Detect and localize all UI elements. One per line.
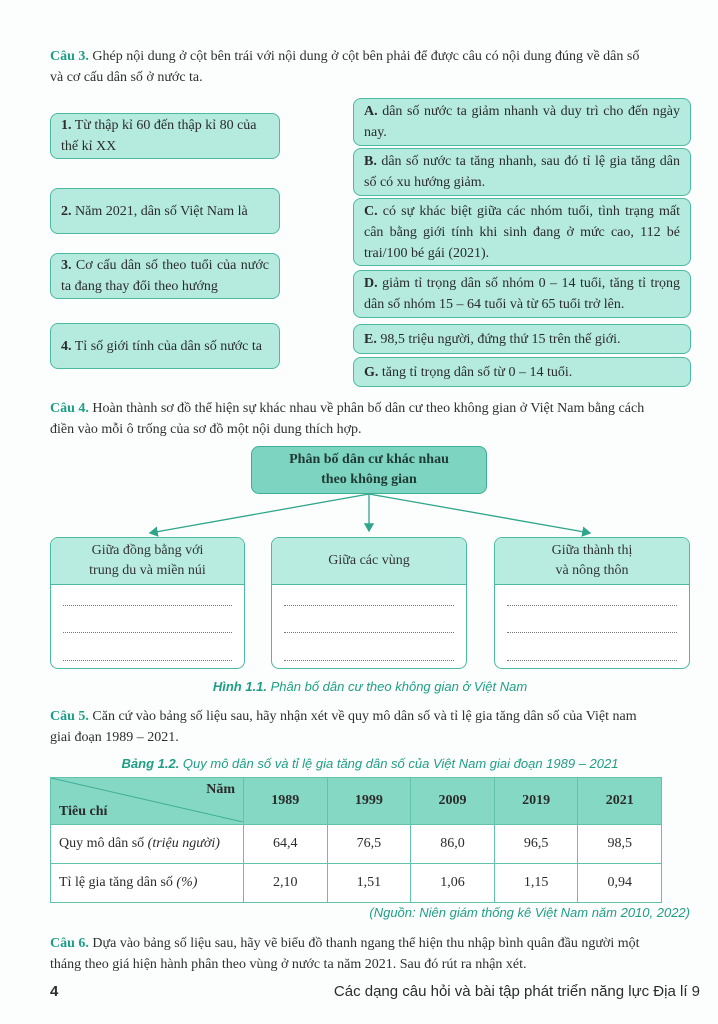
q5-text-line2: giai đoạn 1989 – 2021. bbox=[50, 730, 179, 745]
criterion-unit: (%) bbox=[176, 875, 198, 890]
page-number: 4 bbox=[50, 983, 59, 1000]
q5-prompt bbox=[50, 706, 690, 748]
q3-text-line2: và cơ cấu dân số ở nước ta. bbox=[50, 70, 203, 85]
table-source: (Nguồn: Niên giám thống kê Việt Nam năm 2010, 2022) bbox=[369, 905, 690, 920]
branch-header bbox=[51, 538, 244, 585]
blank-line[interactable] bbox=[63, 632, 232, 633]
figure-caption-label: Hình 1.1. bbox=[212, 679, 268, 694]
item-text: Cơ cấu dân số theo tuổi của nước ta đang thay đổi theo hướng bbox=[61, 258, 269, 294]
item-key: 3. bbox=[61, 258, 72, 273]
blank-line[interactable] bbox=[63, 605, 232, 606]
criterion-cell bbox=[51, 825, 244, 864]
item-text: có sự khác biệt giữa các nhóm tuổi, tình trạng mất cân bằng giới tính khi sinh đang ở mức cao, 112 bé trai/100 bé gái (2021). bbox=[364, 203, 680, 261]
item-key: E. bbox=[364, 331, 377, 347]
branch-header bbox=[495, 538, 689, 585]
q4-text-line2: điền vào mỗi ô trống của sơ đồ một nội dung thích hợp. bbox=[50, 422, 362, 437]
year-header: 2019 bbox=[494, 778, 578, 825]
item-text: tăng tỉ trọng dân số từ 0 – 14 tuổi. bbox=[378, 364, 573, 380]
blank-line[interactable] bbox=[507, 605, 677, 606]
table-row bbox=[51, 864, 662, 903]
arrow-left bbox=[150, 494, 369, 533]
criterion-unit: (triệu người) bbox=[147, 836, 220, 851]
table-header-row bbox=[51, 778, 662, 825]
branch-header bbox=[272, 538, 466, 585]
year-header: 1999 bbox=[327, 778, 411, 825]
blank-line[interactable] bbox=[284, 605, 454, 606]
blank-line[interactable] bbox=[507, 660, 677, 661]
value-cell: 1,51 bbox=[327, 864, 411, 903]
corner-bottom-label: Tiêu chí bbox=[59, 804, 108, 819]
item-text: dân số nước ta giảm nhanh và duy trì cho đến ngày nay. bbox=[364, 104, 680, 140]
branch-line2: trung du và miền núi bbox=[89, 563, 206, 578]
diagram-branch-3 bbox=[494, 537, 690, 669]
item-text: dân số nước ta tăng nhanh, sau đó tỉ lệ gia tăng dân số có xu hướng giảm. bbox=[364, 154, 680, 190]
item-key: C. bbox=[364, 203, 378, 219]
q6-label: Câu 6. bbox=[50, 936, 89, 951]
item-key: 1. bbox=[61, 118, 72, 133]
blank-line[interactable] bbox=[284, 660, 454, 661]
value-cell: 64,4 bbox=[244, 825, 328, 864]
item-key: B. bbox=[364, 154, 377, 169]
corner-cell bbox=[51, 778, 244, 825]
criterion-cell bbox=[51, 864, 244, 903]
population-table bbox=[50, 777, 662, 903]
value-cell: 96,5 bbox=[494, 825, 578, 864]
blank-line[interactable] bbox=[284, 632, 454, 633]
figure-caption bbox=[0, 679, 718, 694]
item-text: 98,5 triệu người, đứng thứ 15 trên thế giới. bbox=[376, 331, 621, 347]
item-text: Từ thập kỉ 60 đến thập kỉ 80 của thế kỉ XX bbox=[61, 118, 257, 154]
item-key: A. bbox=[364, 104, 378, 119]
q3-label: Câu 3. bbox=[50, 49, 89, 64]
item-key: G. bbox=[364, 364, 379, 380]
value-cell: 2,10 bbox=[244, 864, 328, 903]
item-key: D. bbox=[364, 276, 378, 291]
branch-line1: Giữa thành thị bbox=[551, 543, 633, 558]
q4-label: Câu 4. bbox=[50, 401, 89, 416]
value-cell: 98,5 bbox=[578, 825, 662, 864]
book-title: Các dạng câu hỏi và bài tập phát triển năng lực Địa lí 9 bbox=[333, 983, 700, 1000]
branch-line2: và nông thôn bbox=[555, 563, 629, 578]
q5-label: Câu 5. bbox=[50, 709, 89, 724]
item-text: Năm 2021, dân số Việt Nam là bbox=[71, 203, 248, 219]
q5-text: Căn cứ vào bảng số liệu sau, hãy nhận xét về quy mô dân số và tỉ lệ gia tăng dân số của Việt nam bbox=[88, 709, 637, 724]
value-cell: 0,94 bbox=[578, 864, 662, 903]
corner-top-label: Năm bbox=[206, 782, 235, 797]
figure-caption-text: Phân bố dân cư theo không gian ở Việt Nam bbox=[267, 679, 528, 694]
value-cell: 1,15 bbox=[494, 864, 578, 903]
item-text: Tỉ số giới tính của dân số nước ta bbox=[71, 338, 262, 354]
table-row bbox=[51, 825, 662, 864]
diagram-branch-2 bbox=[271, 537, 467, 669]
diagram-branch-1 bbox=[50, 537, 245, 669]
value-cell: 1,06 bbox=[411, 864, 495, 903]
criterion-text: Quy mô dân số bbox=[59, 836, 148, 851]
q6-prompt bbox=[50, 933, 700, 975]
blank-line[interactable] bbox=[63, 660, 232, 661]
item-key: 2. bbox=[61, 203, 72, 219]
item-text: giảm tỉ trọng dân số nhóm 0 – 14 tuổi, tăng tỉ trọng dân số nhóm 15 – 64 tuổi và từ 65 tuổi trở lên. bbox=[364, 276, 680, 312]
table-caption bbox=[0, 756, 718, 771]
branch-line1: Giữa đồng bằng với bbox=[91, 543, 204, 558]
root-line1: Phân bố dân cư khác nhau bbox=[289, 452, 449, 467]
table-caption-text: Quy mô dân số và tỉ lệ gia tăng dân số của Việt Nam giai đoạn 1989 – 2021 bbox=[179, 756, 619, 771]
q3-text: Ghép nội dung ở cột bên trái với nội dung ở cột bên phải để được câu có nội dung đúng về dân số bbox=[88, 49, 640, 64]
q6-text-line2: tháng theo giá hiện hành phân theo vùng ở nước ta năm 2021. Sau đó rút ra nhận xét. bbox=[50, 957, 527, 972]
branch-line1: Giữa các vùng bbox=[328, 553, 410, 568]
arrow-right bbox=[369, 494, 590, 533]
year-header: 1989 bbox=[244, 778, 328, 825]
table-caption-label: Bảng 1.2. bbox=[121, 756, 180, 771]
value-cell: 76,5 bbox=[327, 825, 411, 864]
item-key: 4. bbox=[61, 338, 72, 354]
year-header: 2009 bbox=[411, 778, 495, 825]
year-header: 2021 bbox=[578, 778, 662, 825]
q6-text: Dựa vào bảng số liệu sau, hãy vẽ biểu đồ thanh ngang thể hiện thu nhập bình quân đầu người một bbox=[88, 936, 640, 951]
value-cell: 86,0 bbox=[411, 825, 495, 864]
criterion-text: Tỉ lệ gia tăng dân số bbox=[59, 875, 177, 890]
root-line2: theo không gian bbox=[321, 472, 417, 487]
blank-line[interactable] bbox=[507, 632, 677, 633]
q4-text: Hoàn thành sơ đồ thể hiện sự khác nhau về phân bố dân cư theo không gian ở Việt Nam bằng cách bbox=[88, 401, 645, 416]
